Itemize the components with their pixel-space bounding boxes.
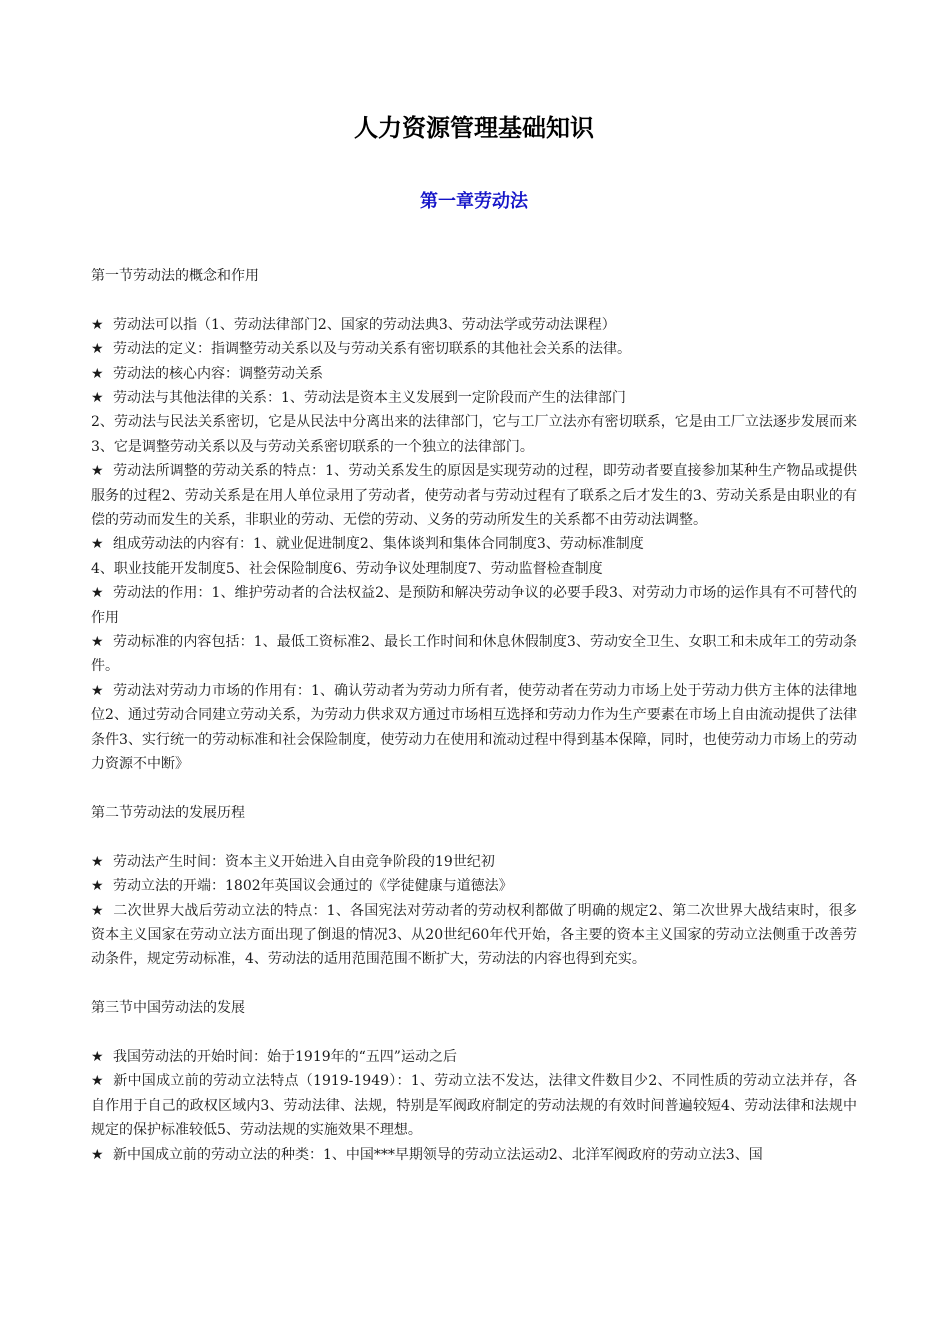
bullet-paragraph <box>91 532 857 556</box>
bullet-paragraph <box>91 1069 857 1142</box>
paragraph-text: 劳动标准的内容包括：1、最低工资标准2、最长工作时间和休息休假制度3、劳动安全卫生、女职工和未成年工的劳动条件。 <box>91 634 857 675</box>
star-icon: ★ <box>91 316 104 333</box>
star-icon: ★ <box>91 341 104 358</box>
chapter-title: 第一章劳动法 <box>420 191 528 212</box>
document-body <box>91 264 857 1167</box>
paragraph-text: 劳动法对劳动力市场的作用有：1、确认劳动者为劳动力所有者，使劳动者在劳动力市场上处于劳动力供方主体的法律地位2、通过劳动合同建立劳动关系，为劳动力供求双方通过市场相互选择和劳动力作为生产要素在市场上自由流动提供了法律条件3、实行统一的劳动标准和社会保险制度，使劳动力在使用和流动过程中得到基本保障，同时，也使劳动力市场上的劳动力资源不中断》 <box>91 682 857 773</box>
paragraph-text: 劳动法的核心内容：调整劳动关系 <box>113 365 323 382</box>
star-icon: ★ <box>91 536 104 553</box>
paragraph-text: 劳动立法的开端：1802年英国议会通过的《学徒健康与道德法》 <box>113 878 513 895</box>
bullet-paragraph <box>91 899 857 972</box>
paragraph-text: 组成劳动法的内容有：1、就业促进制度2、集体谈判和集体合同制度3、劳动标准制度 <box>113 536 644 553</box>
star-icon: ★ <box>91 390 104 407</box>
section-heading: 第三节中国劳动法的发展 <box>91 1000 245 1017</box>
bullet-paragraph <box>91 1143 857 1167</box>
star-icon: ★ <box>91 1073 104 1090</box>
section-heading: 第一节劳动法的概念和作用 <box>91 268 259 284</box>
star-icon: ★ <box>91 585 104 602</box>
bullet-paragraph <box>91 1045 857 1069</box>
star-icon: ★ <box>91 634 104 651</box>
star-icon: ★ <box>91 878 104 895</box>
bullet-paragraph <box>91 337 857 361</box>
star-icon: ★ <box>91 365 104 382</box>
paragraph-text: 新中国成立前的劳动立法的种类：1、中国***早期领导的劳动立法运动2、北洋军阀政府的劳动立法3、国 <box>113 1146 763 1163</box>
paragraph-text: 二次世界大战后劳动立法的特点：1、各国宪法对劳动者的劳动权利都做了明确的规定2、第二次世界大战结束时，很多资本主义国家在劳动立法方面出现了倒退的情况3、从20世纪60年代开始，各主要的资本主义国家的劳动立法侧重于改善劳动条件，规定劳动标准，4、劳动法的适用范围范围不断扩大，劳动法的内容也得到充实。 <box>91 902 857 968</box>
star-icon: ★ <box>91 853 104 870</box>
bullet-paragraph <box>91 581 857 630</box>
bullet-paragraph <box>91 557 857 581</box>
paragraph-text: 劳动法与其他法律的关系：1、劳动法是资本主义发展到一定阶段而产生的法律部门 <box>113 390 626 407</box>
paragraph-text: 我国劳动法的开始时间：始于1919年的“五四”运动之后 <box>113 1048 457 1065</box>
bullet-paragraph <box>91 410 857 459</box>
bullet-paragraph <box>91 386 857 410</box>
document-title: 人力资源管理基础知识 <box>354 113 594 142</box>
paragraph-text: 劳动法可以指（1、劳动法律部门2、国家的劳动法典3、劳动法学或劳动法课程） <box>113 316 616 333</box>
star-icon: ★ <box>91 463 104 480</box>
paragraph-text: 4、职业技能开发制度5、社会保险制度6、劳动争议处理制度7、劳动监督检查制度 <box>91 560 603 577</box>
paragraph-text: 劳动法所调整的劳动关系的特点：1、劳动关系发生的原因是实现劳动的过程，即劳动者要直接参加某种生产物品或提供服务的过程2、劳动关系是在用人单位录用了劳动者，使劳动者与劳动过程有了联系之后才发生的3、劳动关系是由职业的有偿的劳动而发生的关系，非职业的劳动、无偿的劳动、义务的劳动所发生的关系都不由劳动法调整。 <box>91 463 857 529</box>
bullet-paragraph <box>91 459 857 532</box>
paragraph-text: 新中国成立前的劳动立法特点（1919-1949）：1、劳动立法不发达，法律文件数目少2、不同性质的劳动立法并存，各自作用于自己的政权区域内3、劳动法律、法规，特别是军阀政府制定的劳动法规的有效时间普遍较短4、劳动法律和法规中规定的保护标准较低5、劳动法规的实施效果不理想。 <box>91 1073 857 1139</box>
bullet-paragraph <box>91 679 857 777</box>
paragraph-text: 劳动法的作用：1、维护劳动者的合法权益2、是预防和解决劳动争议的必要手段3、对劳动力市场的运作具有不可替代的作用 <box>91 585 857 626</box>
bullet-paragraph <box>91 313 857 337</box>
star-icon: ★ <box>91 682 104 699</box>
bullet-paragraph <box>91 850 857 874</box>
bullet-paragraph <box>91 874 857 898</box>
star-icon: ★ <box>91 1146 104 1163</box>
paragraph-text: 劳动法的定义：指调整劳动关系以及与劳动关系有密切联系的其他社会关系的法律。 <box>113 341 631 358</box>
paragraph-text: 2、劳动法与民法关系密切，它是从民法中分离出来的法律部门，它与工厂立法亦有密切联系，它是由工厂立法逐步发展而来3、它是调整劳动关系以及与劳动关系密切联系的一个独立的法律部门。 <box>91 414 857 455</box>
paragraph-text: 劳动法产生时间：资本主义开始进入自由竞争阶段的19世纪初 <box>113 853 495 870</box>
bullet-paragraph <box>91 362 857 386</box>
star-icon: ★ <box>91 1048 104 1065</box>
star-icon: ★ <box>91 902 104 919</box>
section-heading: 第二节劳动法的发展历程 <box>91 804 245 821</box>
bullet-paragraph <box>91 630 857 679</box>
